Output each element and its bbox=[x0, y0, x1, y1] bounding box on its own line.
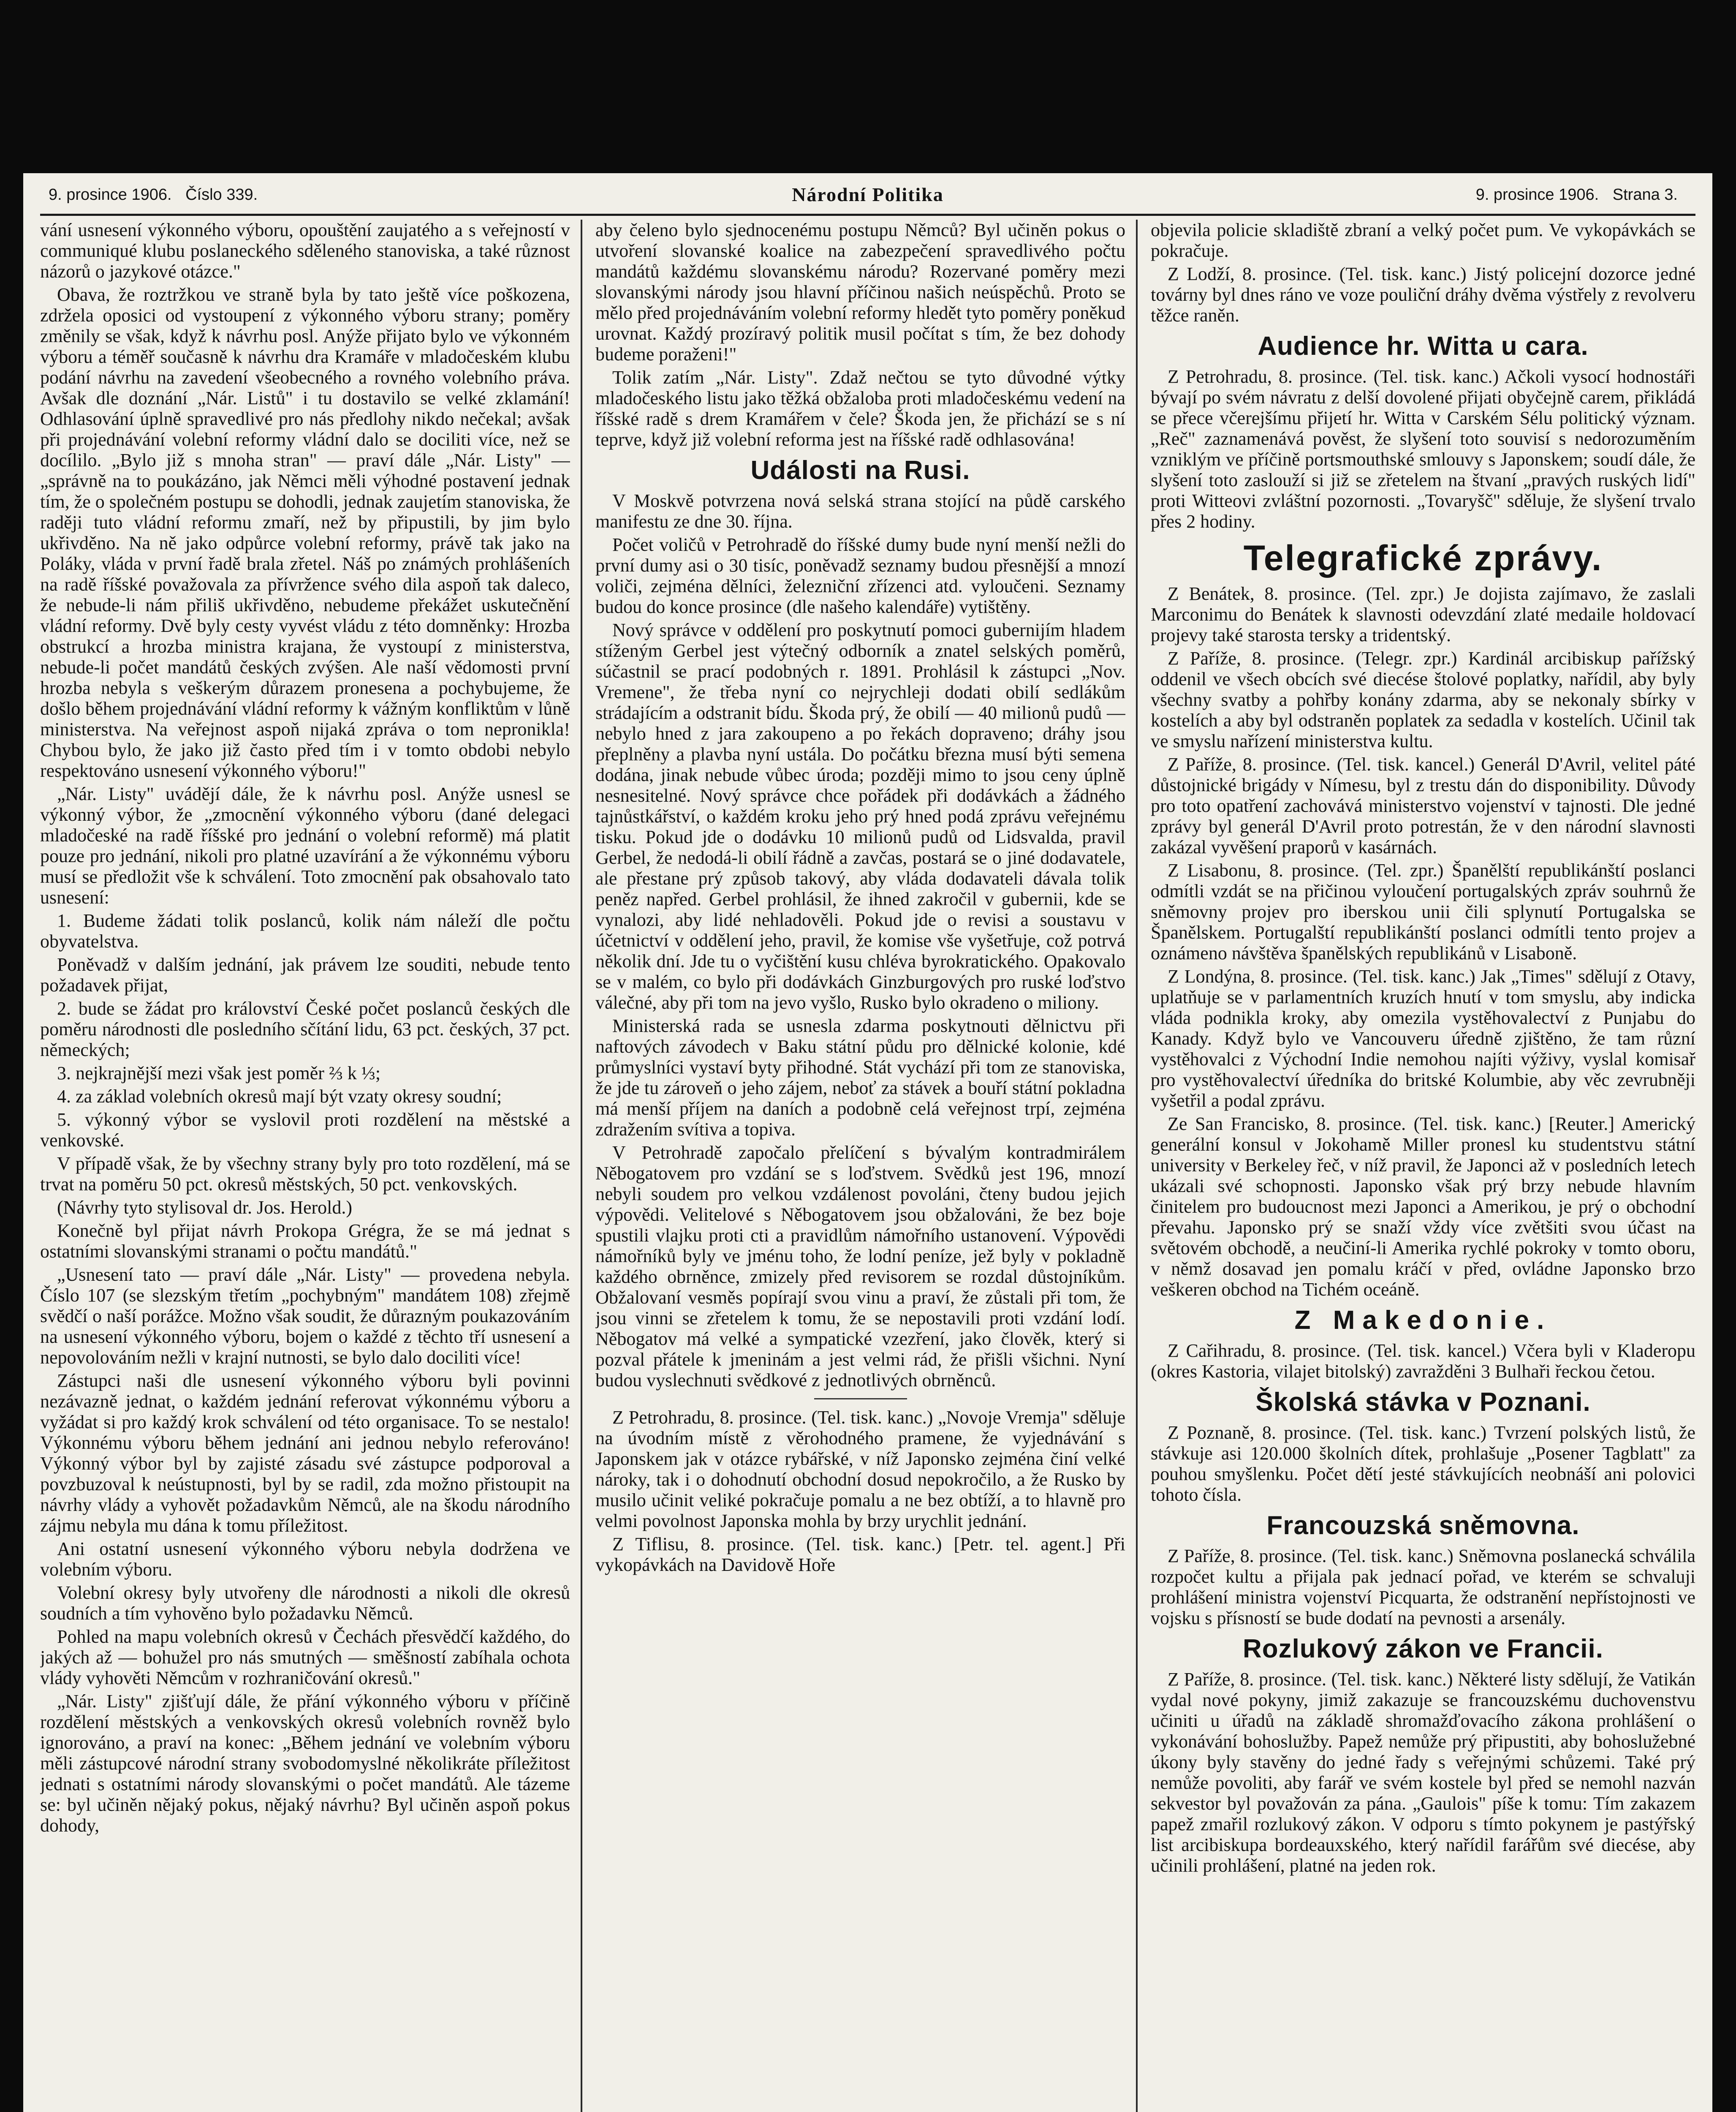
article-paragraph: Obava, že roztržkou ve straně byla by tato ještě více poškozena, zdržela oposici od vystoupení z výkonného výboru strany; poměry změnily se však, když k návrhu posl. Anýže přijato bylo ve výkonném výboru a téměř současně k návrhu dra Kramáře v mladočeském klubu podání návrhu na zavedení všeobecného a rovného volebního práva. Avšak dle doznání „Nár. Listů" i tu dostavilo se velké zklamání! Odhlasování úplně spravedlivé pro nás předlohy nikdo nečekal; avšak při projednávání volební reformy vládní dalo se dociliti více, než se docílilo. „Bylo již s mnoha stran" — praví dále „Nár. Listy" — „správně na to poukázáno, jak Němci měli výhodné postavení jednak tím, že o společném postupu se dohodli, jednak zaujetím stanoviska, že raději tuto vládní reformu zmaří, než by připustili, by jim bylo ukřivděno. Na ně jako odpůrce volební reformy, právě tak jako na Poláky, vláda v první řadě brala zřetel. Náš po známých prohlášeních na radě říšské považovala za přívržence svého dila aspoň tak daleco, že nebude-li nám přiliš ukřivděno, nebudeme překážet uskutečnění vládní reformy. Dvě byly cesty vyvést vládu z této domněnky: Hrozba obstrukcí a hrozba ministra krajana, že vystoupí z ministerstva, nebude-li počet mandátů českých zvýšen. Ale naší vědomosti první hrozba nebyla s veškerým důrazem pronesena a pochybujeme, že došlo během projednávání vládní reformy k vážným konfliktům v lůně ministerstva. Na veřejnost aspoň nijaká zpráva o tom nepronikla! Chybou bylo, že jako již často před tím i v tomto obdobi nebylo respektováno usnesení výkonného výboru!" bbox=[40, 284, 570, 781]
column-1 bbox=[40, 220, 570, 2112]
column-rule bbox=[581, 220, 582, 2112]
article-paragraph: Z Tiflisu, 8. prosince. (Tel. tisk. kanc.) [Petr. tel. agent.] Při vykopávkách na Davidově Hoře bbox=[595, 1534, 1125, 1575]
article-paragraph: Zástupci naši dle usnesení výkonného výboru byli povinni nezávazně jednat, o každém jednání referovat výkonnému výboru a vyžádat si pro každý krok schválení od této organisace. To se nestalo! Výkonnému výboru během jednání ani jednou nebylo referováno! Výkonný výbor byl by zajisté zásadu své zástupce podporoval a povzbuzoval k neústupnosti, byl by se radil, zda možno přistoupit na návrhy vlády a vyhovět požadavkům Němců, ale na škodu národního zájmu nebyla mu dána k tomu příležitost. bbox=[40, 1370, 570, 1536]
header-page-number: Strana 3. bbox=[1612, 186, 1678, 204]
article-paragraph: Z Lodží, 8. prosince. (Tel. tisk. kanc.) Jistý policejní dozorce jedné továrny byl dnes ráno ve voze pouliční dráhy dvěma výstřely z revolveru těžce raněn. bbox=[1151, 264, 1695, 326]
article-paragraph: Z Lisabonu, 8. prosince. (Tel. zpr.) Španělští republikánští poslanci odmítli vzdát se na přičinou vyloučení portugalských zpráv souhrnů že sněmovny projev pro iberskou unii čili splynutí Portugalska se Španělskem. Portugalští republikánští poslanci odmítli tento projev a oznámeno návštěva španělských republikánů v Lisaboně. bbox=[1151, 860, 1695, 963]
article-paragraph: 2. bude se žádat pro království České počet poslanců českých dle poměru národnosti dle posledního sčítání lidu, 63 pct. českých, 37 pct. německých; bbox=[40, 998, 570, 1060]
article-paragraph: Z Petrohradu, 8. prosince. (Tel. tisk. kanc.) „Novoje Vremja" sděluje na úvodním místě z věrohodného pramene, že vyjednávání s Japonskem jak v otázce rybářské, v níž Japonsko zejména činí velké nároky, tak i o dohodnutí obchodní dosud nepokročilo, a že Rusko by musilo učinit veliké pokračuje pomalu a ne bez obtíží, a to hlavně pro velmi povolnost Japonska mohla by brzy urychlit jednání. bbox=[595, 1407, 1125, 1531]
article-paragraph: 3. nejkrajnější mezi však jest poměr ⅔ k ⅓; bbox=[57, 1063, 381, 1083]
article-paragraph: Počet voličů v Petrohradě do říšské dumy bude nyní menší nežli do první dumy asi o 30 tisíc, poněvadž seznamy budou přesnější a mnozí voliči, zejména dělníci, železniční zřízenci atd. vyloučeni. Seznamy budou do konce prosince (dle našeho kalendáře) vytištěny. bbox=[595, 534, 1125, 617]
article-paragraph: Volební okresy byly utvořeny dle národnosti a nikoli dle okresů soudních a tím vyhověno bylo požadavku Němců. bbox=[40, 1582, 570, 1624]
article-paragraph: Z Paříže, 8. prosince. (Telegr. zpr.) Kardinál arcibiskup pařížský oddenil ve všech obcích své diecése štolové poplatky, nařídil, aby byly všechny svatby a pohřby konány zdarma, aby se nekonaly sbírky v kostelích a aby byl odstraněn poplatek za sedadla v kostelích. Učinil tak ve smyslu nařízení ministerstva kultu. bbox=[1151, 648, 1695, 751]
header-issue-number: Číslo 339. bbox=[185, 186, 258, 204]
article-paragraph: Konečně byl přijat návrh Prokopa Grégra, že se má jednat s ostatními slovanskými stranami o počtu mandátů." bbox=[40, 1220, 570, 1262]
section-heading-telegraph: Telegrafické zprávy. bbox=[1243, 538, 1603, 578]
header-date-left: 9. prosince 1906. bbox=[49, 186, 172, 204]
section-heading-separation: Rozlukový zákon ve Francii. bbox=[1243, 1634, 1603, 1663]
article-paragraph: 4. za základ volebních okresů mají být vzaty okresy soudní; bbox=[57, 1086, 502, 1107]
article-paragraph: Z Cařihradu, 8. prosince. (Tel. tisk. kancel.) Včera byli v Kladeropu (okres Kastoria, vilajet bitolský) zavražděni 3 Bulhaři řeckou četou. bbox=[1151, 1340, 1695, 1382]
header-right bbox=[1476, 186, 1687, 204]
separator bbox=[814, 1398, 907, 1399]
article-paragraph: objevila policie skladiště zbraní a velký počet pum. Ve vykopávkách se pokračuje. bbox=[1151, 220, 1695, 261]
article-paragraph: Ministerská rada se usnesla zdarma poskytnouti dělnictvu při naftových závodech v Baku státní půdu pro dělnické kolonie, kdé průmyslníci vystaví byty přihodné. Stát vychází při tom ze stanoviska, že jde tu zároveň o jeho zájem, neboť za stávek a bouří státní pokladna má menší příjem na daních a podobně celá veřejnost trpí, zejména zdražením svítiva a topiva. bbox=[595, 1015, 1125, 1140]
article-paragraph: Tolik zatím „Nár. Listy". Zdaž nečtou se tyto důvodné výtky mladočeského listu jako těžká obžaloba proti mladočeskému vedení na říšské radě s drem Kramářem v čele? Škoda jen, že přichází se s ní teprve, když již volební reforma jest na říšské radě odhlasována! bbox=[595, 367, 1125, 450]
article-paragraph: 1. Budeme žádati tolik poslanců, kolik nám náleží dle počtu obyvatelstva. bbox=[40, 910, 570, 952]
column-rule bbox=[1136, 220, 1138, 2112]
article-paragraph: V případě však, že by všechny strany byly pro toto rozdělení, má se trvat na poměru 50 pct. okresů městských, 50 pct. venkovských. bbox=[40, 1153, 570, 1195]
section-heading-france: Francouzská sněmovna. bbox=[1266, 1511, 1580, 1540]
article-paragraph: Pohled na mapu volebních okresů v Čechách přesvědčí každého, do jakých až — bohužel pro nás smutných — směšností zabíhala ochota vlády vyhověti Němcům v rozhraničování okresů." bbox=[40, 1626, 570, 1688]
section-heading-russia: Události na Rusi. bbox=[750, 456, 970, 485]
masthead-title: Národní Politika bbox=[792, 184, 944, 205]
article-paragraph: Z Benátek, 8. prosince. (Tel. zpr.) Je dojista zajímavo, že zaslali Marconimu do Benátek k slavnosti odevzdání zlaté medaile holdovací projevy také starosta tersky a tridentský. bbox=[1151, 583, 1695, 645]
article-paragraph: Z Paříže, 8. prosince. (Tel. tisk. kancel.) Generál D'Avril, velitel páté důstojnické brigády v Nímesu, byl z trestu dán do disponibility. Důvody pro toto opatření zachovává ministerstvo vojenství v tajnosti. Dle jedné zprávy byl generál D'Avril proto potrestán, že v den národní slavnosti zakázal vyvěšení praporů v kasárnách. bbox=[1151, 754, 1695, 857]
article-paragraph: Ani ostatní usnesení výkonného výboru nebyla dodržena ve volebním výboru. bbox=[40, 1538, 570, 1580]
article-paragraph: V Moskvě potvrzena nová selská strana stojící na půdě carského manifestu ze dne 30. října. bbox=[595, 490, 1125, 532]
article-paragraph: aby čeleno bylo sjednocenému postupu Němců? Byl učiněn pokus o utvoření slovanské koalice na zabezpečení spravedlivého počtu mandátů každému slovanskému národu? Rozervané poměry mezi slovanskými národy jsou hlavní příčinou našich neúspěchů. Proto se mělo před projednáváním volební reformy hledět tyto poměry poněkud urovnat. Každý prozíravý politik musil počítat s tím, že bez dohody budeme poraženi!" bbox=[595, 220, 1125, 365]
article-paragraph: V Petrohradě započalo přelíčení s bývalým kontradmirálem Něbogatovem pro vzdání se s loďstvem. Svědků jest 196, mnozí nebyli soudem pro velkou vzdálenost povoláni, čteny budou jejich výpovědi. Velitelové s Něbogatovem jsou obžalováni, že bez boje spustili vlajku proti cti a pravidlům námořního ustanovení. Výpovědi námořníků byly ve jménu toho, že lodní peníze, jež byly v pokladně každého obrněnce, zmizely před revisorem se rozdal důstojníkům. Obžalovaní vesměs popírají svou vinu a praví, že zůstali při tom, že jsou vinni se zřetelem k tomu, že se nepostavili proti vzdání lodí. Něbogatov má velké a sympatické vzezření, jako člověk, který si pozval přátele k jmeninám a jest velmi rád, že přišli všichni. Nyní budou vyslechnuti svědkové z jednotlivých obrněnců. bbox=[595, 1142, 1125, 1391]
newspaper-page bbox=[23, 173, 1712, 2112]
page-header bbox=[49, 182, 1687, 211]
column-2 bbox=[595, 220, 1125, 2112]
article-paragraph: (Návrhy tyto stylisoval dr. Jos. Herold.) bbox=[57, 1197, 353, 1218]
article-paragraph: „Nár. Listy" zjišťují dále, že přání výkonného výboru v příčině rozdělení městských a venkovských okresů volebních rovněž bylo ignorováno, a praví na konec: „Během jednání ve volebním výboru měli zástupcové národní strany svobodomyslné několikráte příležitost jednati s ostatními národy slovanskými o počet mandátů. Ale tázeme se: byl učiněn nějaký pokus, nějaký návrhu? Byl učiněn aspoň pokus dohody, bbox=[40, 1691, 570, 1836]
article-paragraph: Z Paříže, 8. prosince. (Tel. tisk. kanc.) Některé listy sdělují, že Vatikán vydal nové pokyny, jimiž zakazuje se francouzskému duchovenstvu učiniti u úřadů na základě shromažďovacího zákona prohlášení o vykonávání bohoslužby. Papež nemůže prý připustiti, aby bohoslužebné úkony byly stavěny do jedné řady s veřejnými schůzemi. Také prý nemůže povoliti, aby farář ve svém kostele byl před se nemohl nazván sekvestor byl považován za pána. „Gaulois" píše k tomu: Tím zakazem papež zmařil rozlukový zákon. V odporu s tímto pokynem je pastýřský list arcibiskupa bordeauxského, který nařídil farářům své diecése, aby učinili prohlášení, platné na jeden rok. bbox=[1151, 1669, 1695, 1876]
article-paragraph: Z Poznaně, 8. prosince. (Tel. tisk. kanc.) Tvrzení polských listů, že stávkuje asi 120.000 školních dítek, prohlašuje „Posener Tagblatt" za pouhou smyšlenku. Počet dětí jesté stávkujících neobnáší ani polovici tohoto čísla. bbox=[1151, 1422, 1695, 1505]
article-paragraph: Z Londýna, 8. prosince. (Tel. tisk. kanc.) Jak „Times" sdělují z Otavy, uplatňuje se v parlamentních kruzích hnutí v tom smyslu, aby indickа vláda podnikla kroky, aby omezila vystěhovalectví z Punjabu do Kanady. Když bylo ve Vancouveru úředně zjištěno, že tam různí vystěhovalci z Východní Indie nemohou najíti výživy, vyslal komisař pro vystěhovalectví úředníka do britské Kolumbie, aby věc zevrubněji vyšetřil a podal zprávu. bbox=[1151, 966, 1695, 1111]
section-heading-macedonia: Z Makedonie. bbox=[1294, 1306, 1552, 1335]
section-heading-witte: Audience hr. Witta u cara. bbox=[1258, 332, 1589, 361]
article-paragraph: 5. výkonný výbor se vyslovil proti rozdělení na městské a venkovské. bbox=[40, 1109, 570, 1151]
article-paragraph: vání usnesení výkonného výboru, opouštění zaujatého a s veřejností v communiqué klubu poslaneckého sděleného stanoviska, a také různost názorů o jazykové otázce." bbox=[40, 220, 570, 282]
header-rule bbox=[40, 214, 1695, 216]
article-paragraph: Poněvadž v dalším jednání, jak právem lze souditi, nebude tento požadavek přijat, bbox=[40, 954, 570, 996]
header-date-right: 9. prosince 1906. bbox=[1475, 186, 1599, 204]
article-paragraph: Nový správce v oddělení pro poskytnutí pomoci gubernijím hladem stíženým Gerbel jest výtečný odborník a znatel selských poměrů, súčastnil se prací podobných r. 1891. Prohlásil k zástupci „Nov. Vremene", že třeba nyní co nejrychleji dodati obilí sedlákům strádajícím a odstranit bídu. Škoda prý, že obilí — 40 milionů pudů — nebylo hned z jara zakoupeno a po řekách dopraveno; dráhy jsou přeplněny a plavba nyní ustála. Do počátku března musí býti semena dodána, jinak nebude vůbec úroda; později mimo to jsou ceny úplně nesnesitelné. Nový správce chce pořádek při dodávkách a žádného tajnůstkářství, o každém kroku jeho prý hned podá zprávu veřejnému tisku. Pokud jde o dodávku 10 milionů pudů od Lidsvalda, pravil Gerbel, že nedodá-li obilí řádně a zavčas, postará se o jiné dodavatele, ale přestane prý způsob takový, aby vláda dodavateli dávala tolik peněz napřed. Gerbel prohlásil, že ihned zakročil v gubernii, kde se vynalozi, aby lidé nehladověli. Pokud jde o revisi a soustavu v účetnictví v oddělení jeho, pravil, že komise vše vyšetřuje, což potrvá několik dní. Jde tu o vyčištění kusu chlévа byrokratického. Opakovalo se v malém, co bylo při dodávkách Ginzburgových pro ruské loďstvo válečné, aby při tom na jevo vyšlo, Rusko bylo okradeno o miliony. bbox=[595, 620, 1125, 1013]
article-paragraph: Ze San Francisko, 8. prosince. (Tel. tisk. kanc.) [Reuter.] Americký generální konsul v Jokohamě Miller pronesl ku studentstvu státní university v Berkeley řeč, v níž pravil, že Japonci až v posledních letech ukázali své schopnosti. Japonsko však prý brzy nebude hlavním činitelem pro budoucnost mezi Japonci a Amerikou, je prý o obchodní převahu. Japonsko prý se snaží vždy více zvětšiti svou účast na světovém obchodě, a neučiní-li Amerika rychlé pokroky v tomto oboru, v němž dosavad jen pomalu kráčí v před, ovládne Japonsko brzo veškeren obchod na Tichém oceáně. bbox=[1151, 1113, 1695, 1300]
column-3 bbox=[1151, 220, 1695, 2112]
article-paragraph: Z Paříže, 8. prosince. (Tel. tisk. kanc.) Sněmovna poslanecká schválila rozpočet kultu a přijala pak jednací pořad, ve kterém se schvaluji prohlášení ministra vojenství Picquarta, že odstranění nepřístojnosti ve vojsku s přísností se bude dodatí na pevnosti a arsenály. bbox=[1151, 1546, 1695, 1628]
article-paragraph: Z Petrohradu, 8. prosince. (Tel. tisk. kanc.) Ačkoli vysocí hodnostáři bývají po svém návratu z delší dovolené přijati obyčejně carem, přikládá se přece včerejšímu přijetí hr. Witta v Carském Sélu politický význam. „Reč" zaznamenává pověst, že slyšení toto souvisí s nedorozuměním vzniklým ve příčině portsmouthské smlouvy s Japonskem; soudí dále, že slyšení toto zaslouží si již se zřetelem na štvaní „pravých ruských lidí" proti Witteovi zvláštní pozornosti. „Tovaryšč" sděluje, že slyšení trvalo přes 2 hodiny. bbox=[1151, 366, 1695, 532]
article-paragraph: „Usnesení tato — praví dále „Nár. Listy" — provedena nebyla. Číslo 107 (se slezským třetím „pochybným" mandátem 108) zřejmě svědčí o naší porážce. Možno však soudit, že důrazným poukazováním na usnesení výkonného výboru, bojem o každé z těchto tří usnesení a nepovolováním nežli v krajní nutnosti, se bylo dalo dociliti více! bbox=[40, 1264, 570, 1368]
article-paragraph: „Nár. Listy" uvádějí dále, že k návrhu posl. Anýže usnesl se výkonný výbor, že „zmocnění výkonného výboru (dané delegaci mladočeské na radě říšské pro jednání o volební reformě) má platit pouze pro jednání, nikoli pro platné uzavírání a že výkonnému výboru musí se předložit vše k schválení. Toto zmocnění pak obsahovalo tato usnesení: bbox=[40, 784, 570, 908]
section-heading-poznan: Školská stávka v Poznani. bbox=[1255, 1388, 1591, 1417]
